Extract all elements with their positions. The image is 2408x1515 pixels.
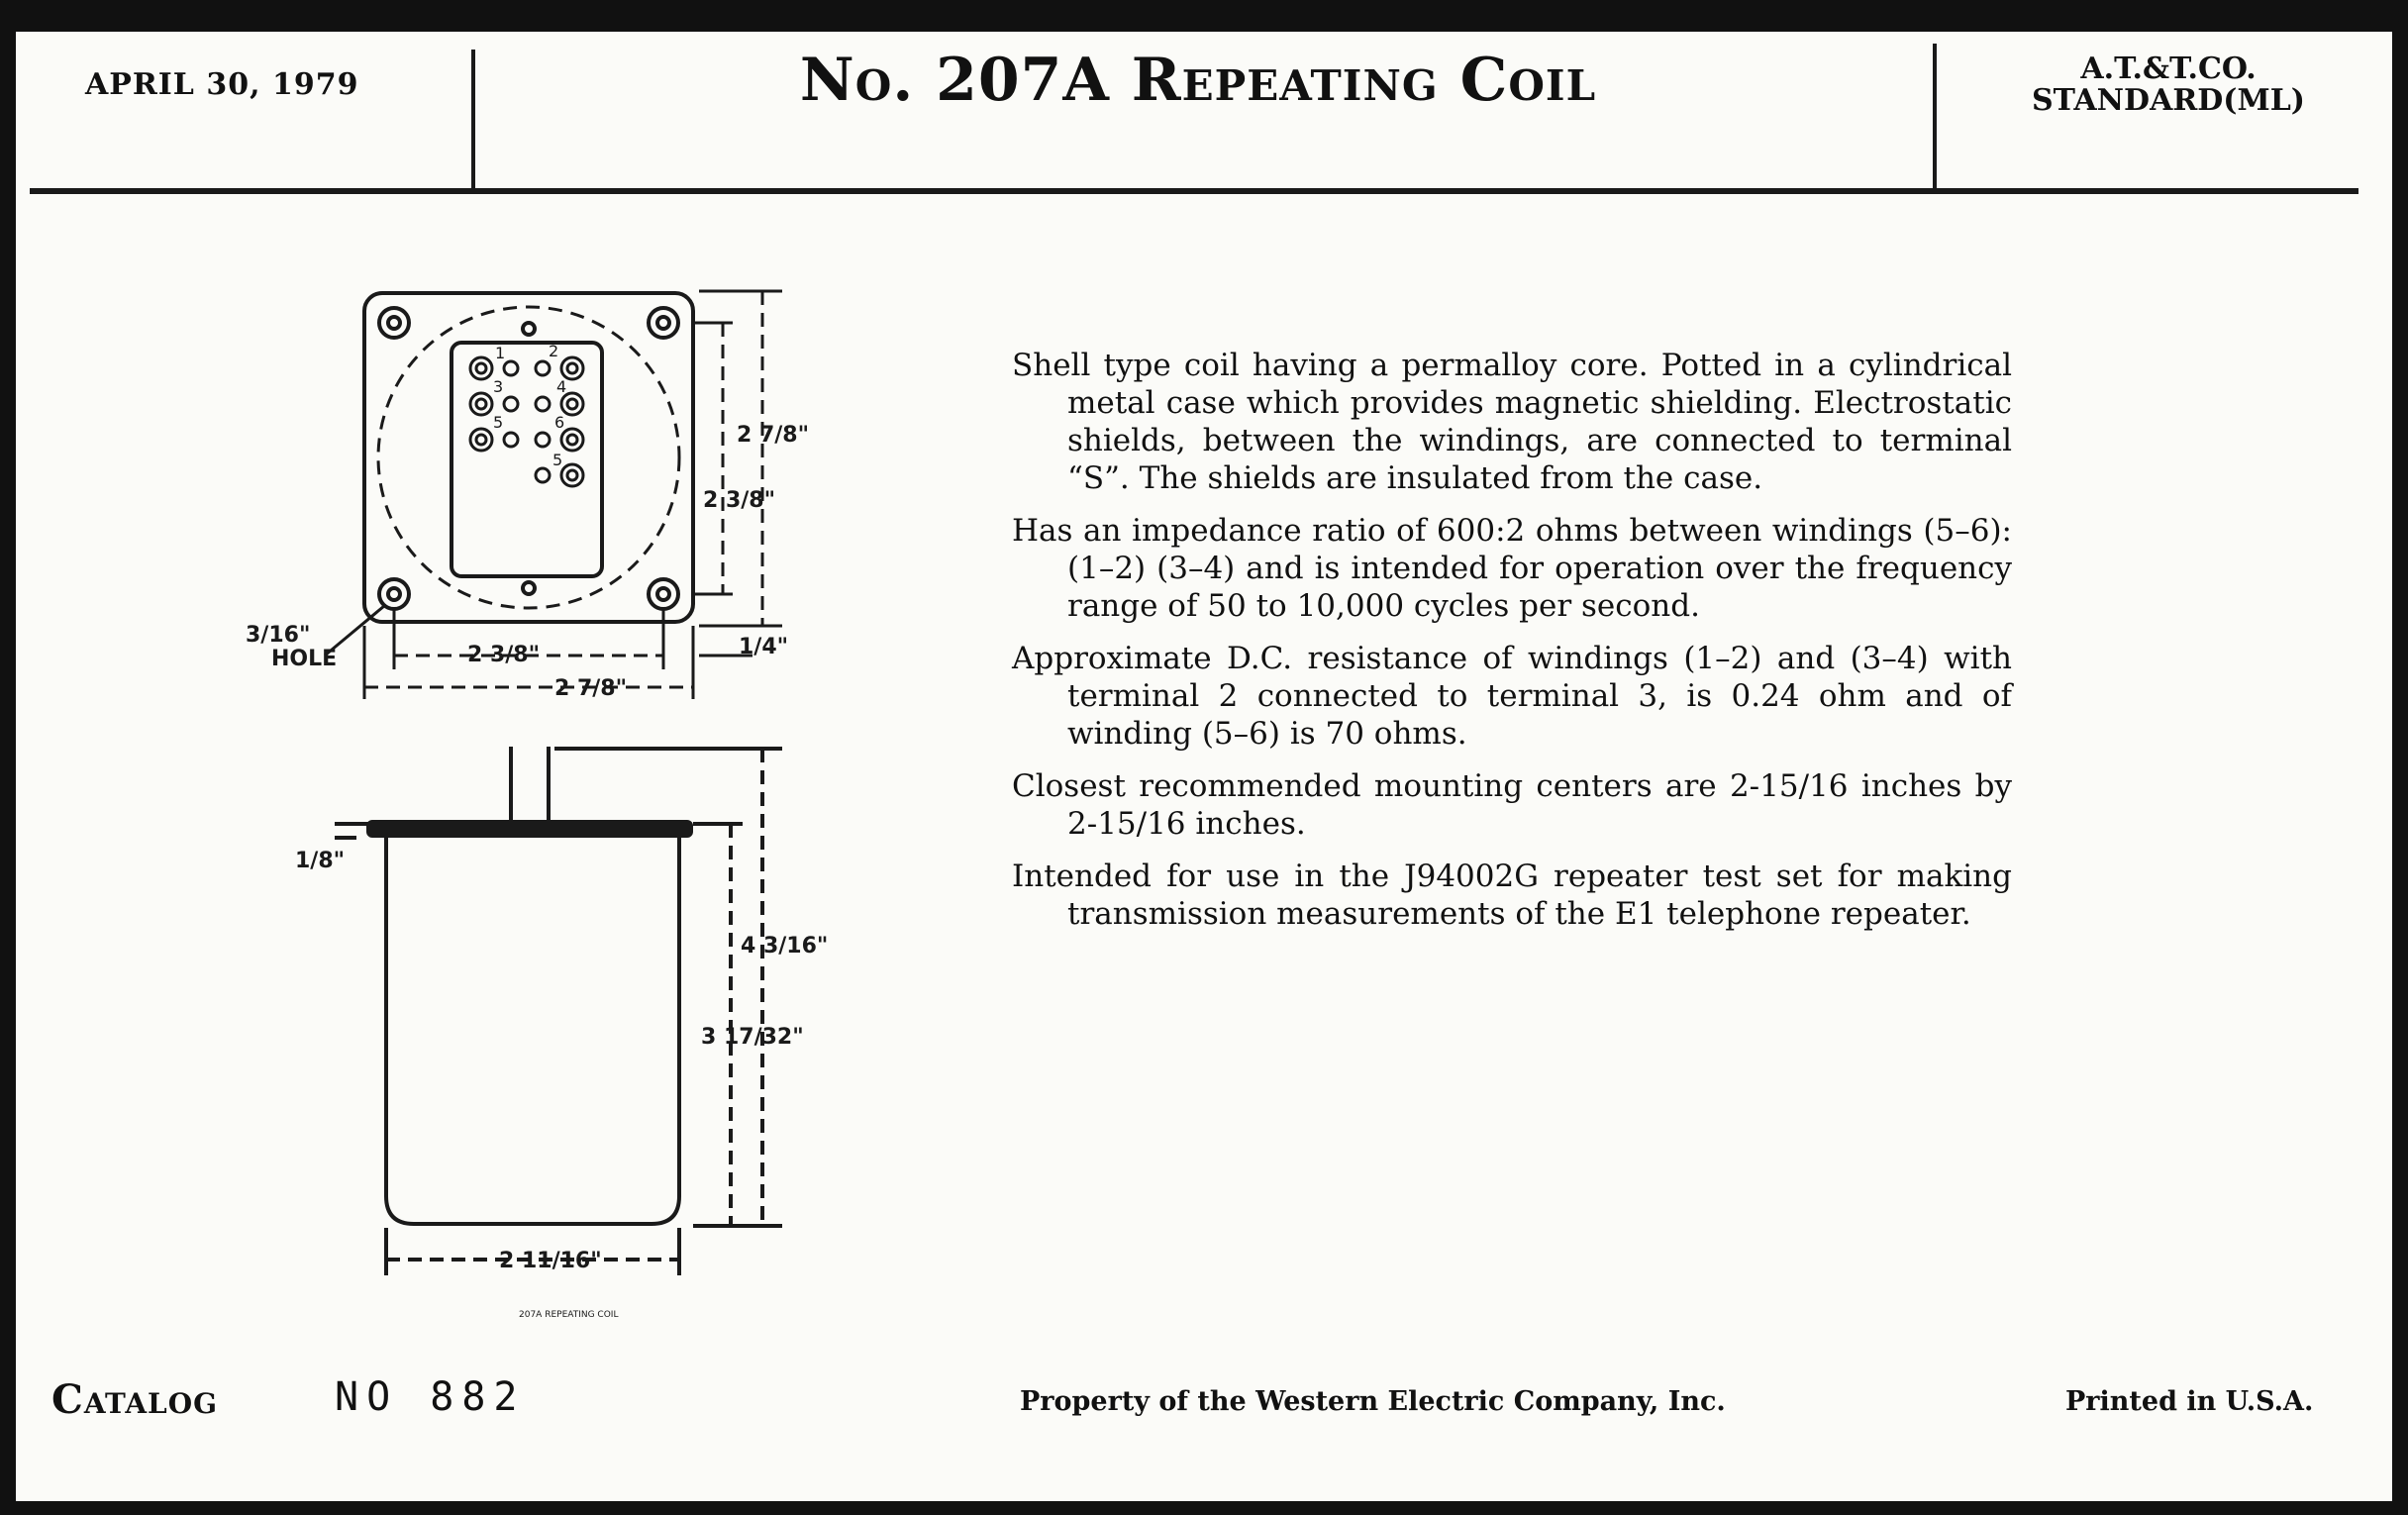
can-body <box>386 838 679 1224</box>
standard-company: A.T.&T.CO. <box>2080 51 2257 86</box>
catalog-number: NO 882 <box>335 1374 526 1420</box>
description-paragraph: Approximate D.C. resistance of windings (1–2) and (3–4) with terminal 2 connected to terminal 3, is 0.24 ohm and of winding (5–6) is 70 ohms. <box>1012 641 2012 752</box>
mounting-hole-br <box>649 579 678 609</box>
dim-inner-height: 2 3/8" <box>703 488 776 513</box>
description <box>1012 347 2012 948</box>
description-paragraph: Intended for use in the J94002G repeater test set for making transmission measurements of the E1 telephone repeater. <box>1012 858 2012 932</box>
page-title: No. 207A Repeating Coil <box>799 46 1597 115</box>
case-outline <box>378 307 679 608</box>
mounting-hole-tl <box>379 308 409 338</box>
terminal-number: 5 <box>552 451 563 469</box>
dim-outer-height: 2 7/8" <box>737 423 810 448</box>
terminal-number: 4 <box>556 377 567 396</box>
hole-label: HOLE <box>271 647 338 671</box>
standard-code: STANDARD(ML) <box>2032 83 2305 118</box>
terminal-number: 6 <box>554 413 565 432</box>
dim-mount-width: 2 3/8" <box>467 643 541 667</box>
mounting-hole-tr <box>649 308 678 338</box>
drawing-caption: 207A REPEATING COIL <box>519 1310 619 1320</box>
dim-hole-dia: 3/16" <box>246 623 311 648</box>
dim-total-height: 4 3/16" <box>741 934 829 959</box>
mounting-hole-bl <box>379 579 409 609</box>
terminal-number: 5 <box>493 413 504 432</box>
header-date: APRIL 30, 1979 <box>85 67 359 102</box>
description-paragraph: Has an impedance ratio of 600:2 ohms between windings (5–6): (1–2) (3–4) and is intended for operation over the frequency range of 50 to 10,000 cycles per second. <box>1012 513 2012 624</box>
dim-can-width: 2 11/16" <box>499 1249 602 1273</box>
description-paragraph: Shell type coil having a permalloy core. Potted in a cylindrical metal case which provides magnetic shielding. Electrostatic shields, between the windings, are connected to terminal “S”. The shields are insulated from the case. <box>1012 348 2012 496</box>
description-paragraph: Closest recommended mounting centers are 2-15/16 inches by 2-15/16 inches. <box>1012 768 2012 842</box>
terminal-number: 3 <box>493 377 504 396</box>
dim-outer-width: 2 7/8" <box>554 676 628 701</box>
catalog-label: Catalog <box>51 1376 219 1423</box>
property-notice: Property of the Western Electric Company, Inc. <box>1020 1386 1726 1417</box>
terminal-number: 2 <box>549 342 559 360</box>
dim-can-height: 3 17/32" <box>701 1025 804 1050</box>
printed-notice: Printed in U.S.A. <box>2065 1386 2314 1417</box>
dim-flange: 1/8" <box>295 849 346 873</box>
mounting-flange <box>368 822 691 836</box>
dim-edge-offset: 1/4" <box>739 635 789 659</box>
terminal-number: 1 <box>495 344 506 362</box>
